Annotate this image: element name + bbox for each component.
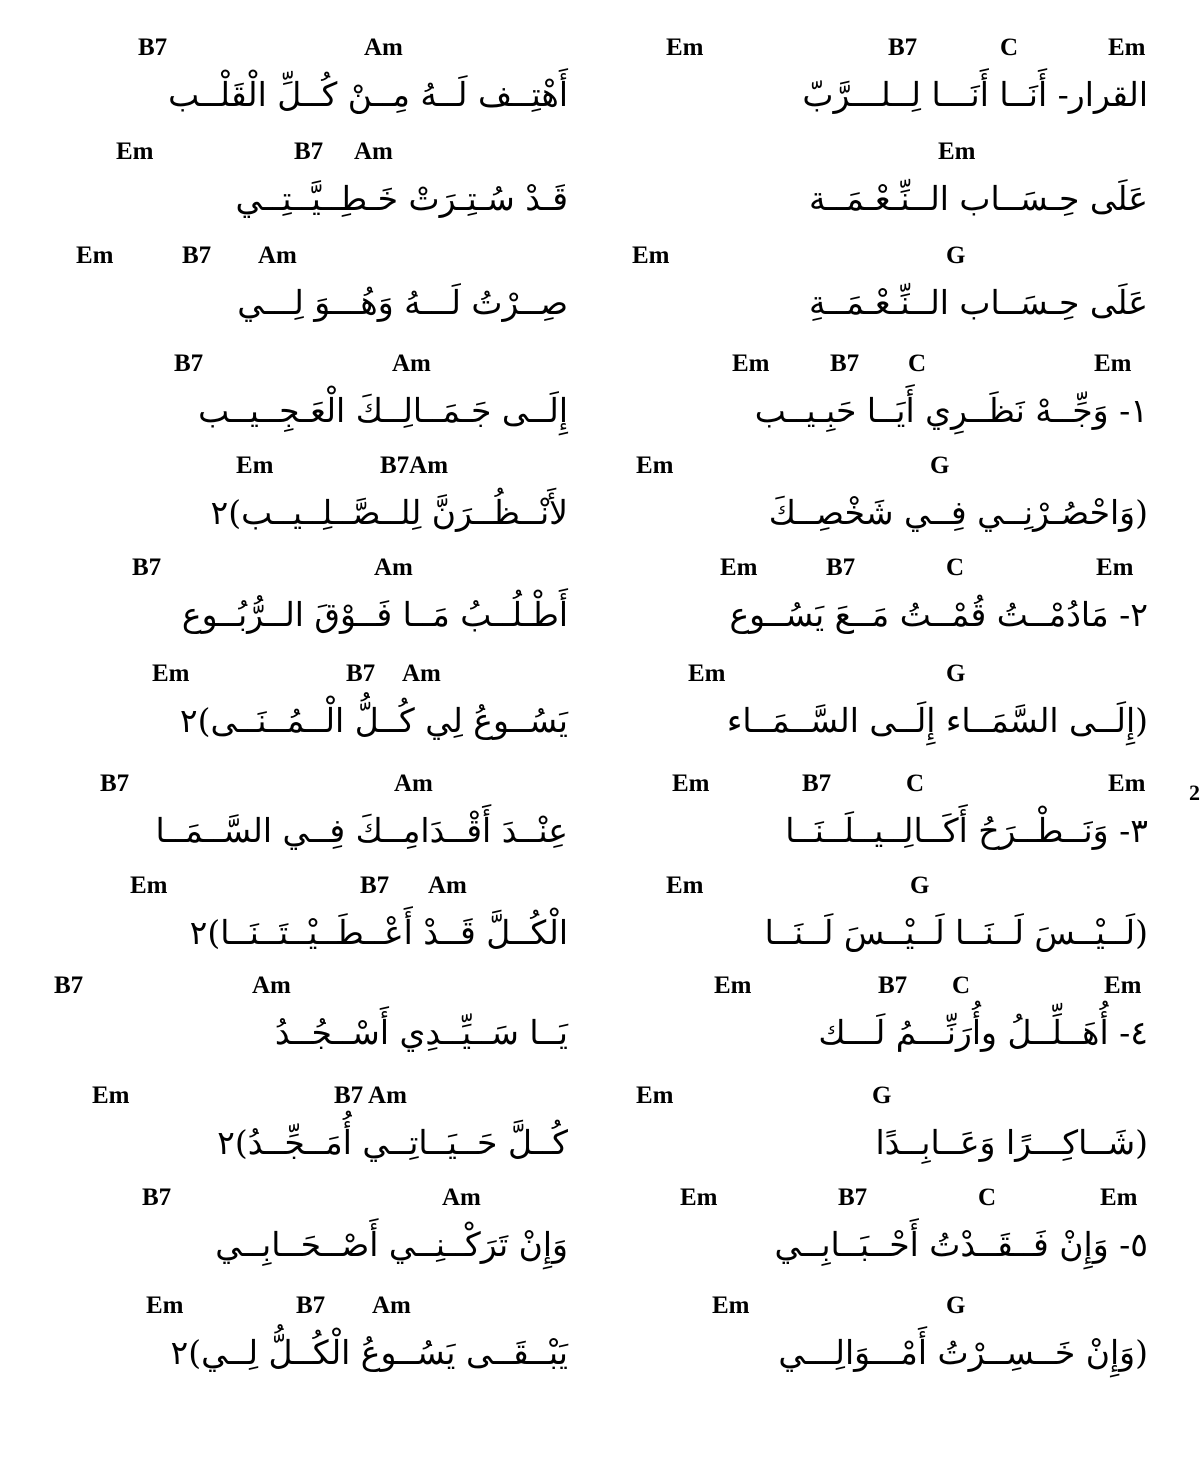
chord-label: G <box>930 452 950 479</box>
left-lyric-line: يَــا سَــيِّــدِي أَسْــجُــدُ <box>274 1013 568 1052</box>
chord-label: Am <box>364 34 403 61</box>
chord-label: Em <box>92 1082 130 1109</box>
chord-label: B7 <box>830 350 860 377</box>
chord-label: Em <box>76 242 114 269</box>
chord-label: Em <box>672 770 710 797</box>
left-lyric-line: إِلَــى جَـمَــالِــكَ الْعَـجِــيــب <box>198 391 568 430</box>
chord-label: C <box>952 972 971 999</box>
right-lyric-line: (وَإِنْ خَــسِــرْتُ أَمْـــوَالِـــي <box>778 1333 1148 1372</box>
left-lyric-line: أَهْتِــف لَــهُ مِــنْ كُــلِّ الْقَلْــب <box>168 75 568 114</box>
chord-label: C <box>1000 34 1019 61</box>
chord-label: Em <box>732 350 770 377</box>
left-lyric-line: كُــلَّ حَــيَــاتِــي أُمَــجِّــدُ)٢ <box>217 1123 568 1162</box>
chord-label: B7 <box>54 972 84 999</box>
right-lyric-line: عَلَى حِـسَــاب الــنِّـعْـمَــة <box>809 179 1148 218</box>
right-lyric-line: ٥- وَإِنْ فَــقَــدْتُ أَحْــبَــابِــي <box>774 1225 1148 1264</box>
chord-label: B7Am <box>380 452 449 479</box>
left-lyric-line: يَسُــوعُ لِي كُــلُّ الْــمُــنَــى)٢ <box>179 701 568 740</box>
chord-label: Am <box>402 660 441 687</box>
chord-label: G <box>910 872 930 899</box>
chord-label: Em <box>666 872 704 899</box>
chord-label: Em <box>720 554 758 581</box>
chord-label: B7 <box>142 1184 172 1211</box>
chord-label: B7 <box>346 660 376 687</box>
chord-label: Em <box>680 1184 718 1211</box>
right-lyric-line: (لَــيْــسَ لَــنَــا لَــيْــسَ لَــنَــا <box>764 913 1148 952</box>
right-lyric-line: (وَاحْصُـرْنِــي فِــي شَخْصِــكَ <box>768 493 1148 532</box>
chord-label: Em <box>1104 972 1142 999</box>
chord-label: Am <box>354 138 393 165</box>
chord-label: B7 <box>878 972 908 999</box>
chord-label: Em <box>1096 554 1134 581</box>
chord-label: Em <box>636 1082 674 1109</box>
chord-label: Em <box>116 138 154 165</box>
left-lyric-line: يَبْــقَــى يَسُــوعُ الْكُــلُّ لِــي)٢ <box>170 1333 568 1372</box>
right-lyric-line: ٣- وَنَــطْــرَحُ أَكَــالِــيــلَــنَــا <box>785 811 1148 850</box>
chord-label: Am <box>372 1292 411 1319</box>
chord-label: B7 <box>294 138 324 165</box>
chord-label: Am <box>252 972 291 999</box>
chord-label: Am <box>394 770 433 797</box>
chord-label: C <box>906 770 925 797</box>
chord-label: C <box>978 1184 997 1211</box>
chord-label: C <box>908 350 927 377</box>
chord-label: B7 <box>182 242 212 269</box>
right-lyric-line: ٢- مَادُمْــتُ قُمْــتُ مَــعَ يَسُــوع <box>729 595 1148 634</box>
chord-label: B7 <box>802 770 832 797</box>
left-lyric-line: عِنْــدَ أَقْــدَامِــكَ فِــي السَّــمَــا <box>155 811 568 850</box>
chord-label: Em <box>152 660 190 687</box>
chord-label: C <box>946 554 965 581</box>
chord-label: G <box>946 242 966 269</box>
chord-label: B7 <box>174 350 204 377</box>
left-lyric-line: وَإِنْ تَرَكْــنِــي أَصْــحَــابِــي <box>215 1225 568 1264</box>
chord-label: B7 <box>888 34 918 61</box>
chord-label: Em <box>1094 350 1132 377</box>
chord-label: B7 <box>826 554 856 581</box>
chord-label: Em <box>1108 34 1146 61</box>
chord-label: Am <box>374 554 413 581</box>
chord-label: B7 <box>132 554 162 581</box>
chord-label: G <box>946 1292 966 1319</box>
right-lyric-line: ١- وَجِّــهْ نَظَــرِي أَيَــا حَبِـيــب <box>754 391 1148 430</box>
chord-label: B7 <box>100 770 130 797</box>
right-lyric-line: القرار- أَنَــا أَنَـــا لِــلـــرَّبّ <box>802 75 1148 114</box>
chord-label: G <box>872 1082 892 1109</box>
chord-label: Am <box>258 242 297 269</box>
chord-label: Em <box>714 972 752 999</box>
chord-label: Em <box>688 660 726 687</box>
left-lyric-line: قَـدْ سُـتِـرَتْ خَـطِــيَّــتِــي <box>235 179 568 218</box>
chord-label: G <box>946 660 966 687</box>
chord-label: Em <box>636 452 674 479</box>
chord-label: Am <box>442 1184 481 1211</box>
chord-label: Em <box>236 452 274 479</box>
left-lyric-line: الْكُــلَّ قَــدْ أَعْــطَــيْــتَــنَــا)٢ <box>189 913 568 952</box>
right-lyric-line: عَلَى حِـسَــاب الــنِّـعْـمَــةِ <box>809 283 1148 322</box>
page-marker: 2 <box>1189 780 1200 805</box>
chord-label: Em <box>1100 1184 1138 1211</box>
chord-label: B7 <box>360 872 390 899</box>
left-lyric-line: أَطْـلُــبُ مَــا فَــوْقَ الــرُّبُــوع <box>181 595 568 634</box>
chord-label: Am <box>428 872 467 899</box>
chord-label: Em <box>146 1292 184 1319</box>
right-lyric-line: (إِلَــى السَّمَــاء إِلَــى السَّــمَــاء <box>726 701 1148 740</box>
chord-label: Am <box>392 350 431 377</box>
chord-label: Em <box>712 1292 750 1319</box>
left-lyric-line: لأَنْــظُــرَنَّ لِلــصَّــلِــيــب)٢ <box>210 493 568 532</box>
chord-label: Em <box>632 242 670 269</box>
chord-label: Em <box>938 138 976 165</box>
chord-label: B7 Am <box>334 1082 407 1109</box>
right-lyric-line: ٤- أُهَــلِّــلُ وأُرَنِّـــمُ لَـــك <box>818 1013 1148 1052</box>
chord-label: B7 <box>296 1292 326 1319</box>
chord-label: B7 <box>838 1184 868 1211</box>
right-lyric-line: (شَــاكِـــرًا وَعَــابِــدًا <box>875 1123 1148 1162</box>
left-lyric-line: صِــرْتُ لَـــهُ وَهُـــوَ لِـــي <box>237 283 568 322</box>
chord-label: Em <box>130 872 168 899</box>
chord-label: Em <box>1108 770 1146 797</box>
chord-label: Em <box>666 34 704 61</box>
chord-label: B7 <box>138 34 168 61</box>
